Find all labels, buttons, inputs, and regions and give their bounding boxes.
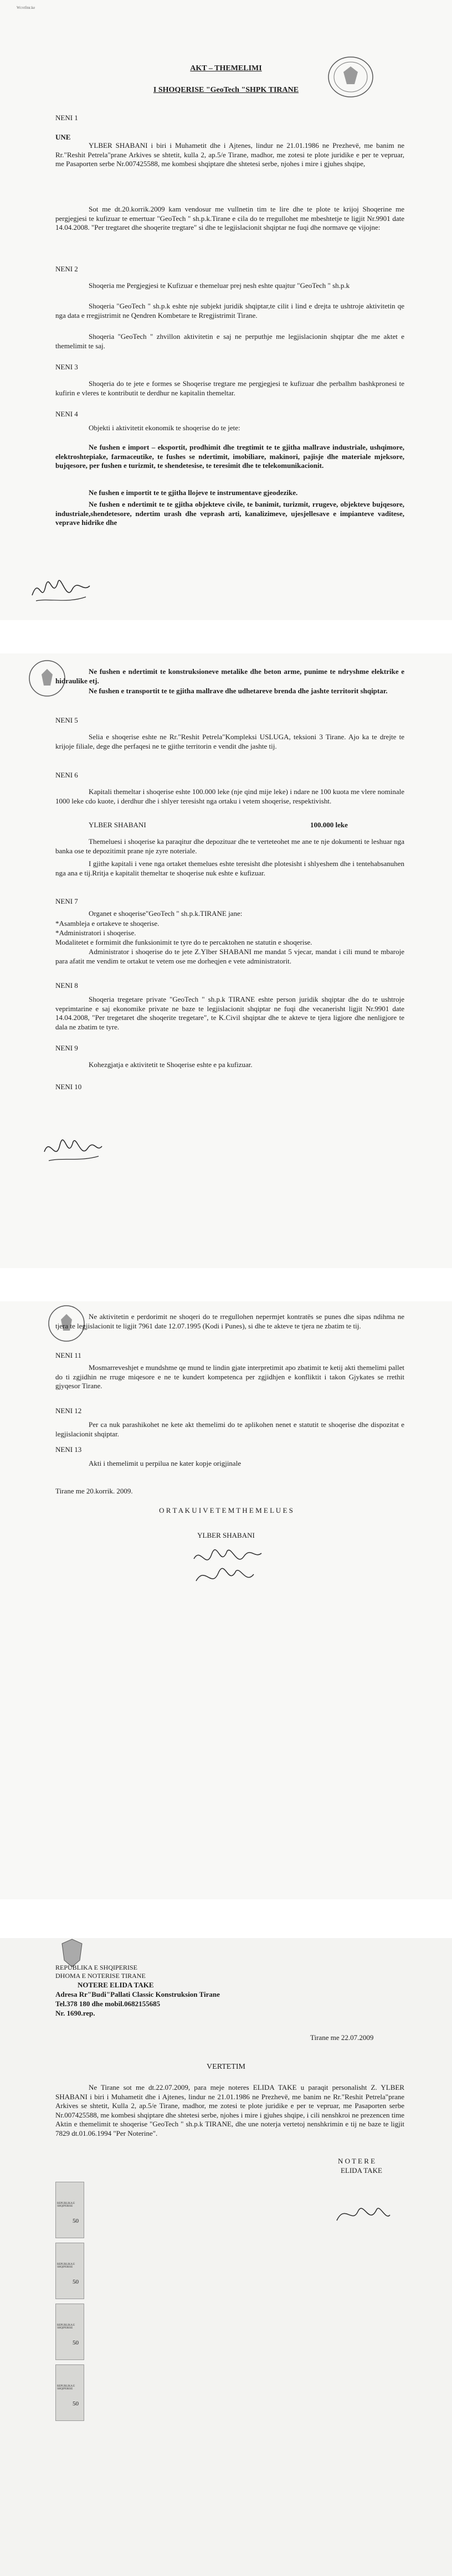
document-page-3 — [0, 1301, 452, 1899]
continued-bullet-1: Ne fushen e ndertimit te konstruksioneve metalike dhe beton arme, punime te ndryshme elektrike e hidraulike etj. — [55, 667, 404, 685]
neni-1-label: NENI 1 — [55, 114, 78, 122]
neni-11-label: NENI 11 — [55, 1351, 81, 1359]
stamp-value: 50 — [73, 2340, 79, 2346]
neni-7-intro: Organet e shoqerise"GeoTech " sh.p.k.TIRANE jane: — [89, 909, 243, 918]
owner-name: YLBER SHABANI — [89, 821, 146, 829]
revenue-stamp — [55, 2182, 84, 2238]
neni-7-label: NENI 7 — [55, 897, 78, 905]
place-date: Tirane me 20.korrik. 2009. — [55, 1487, 133, 1495]
neni-6-text: Kapitali themeltar i shoqerise eshte 100.000 leke (nje qind mije leke) i ndare ne 100 kuota me vlere nominale 1000 leke cdo kuote, i derdhur dhe i shlyer teresisht nga ortaku i vetem shoqerise, respektivisht. — [55, 787, 404, 805]
neni-4-intro: Objekti i aktivitetit ekonomik te shoqerise do te jete: — [89, 424, 240, 432]
notary-name-header: NOTERE ELIDA TAKE — [78, 1981, 154, 1989]
continued-bullet-2: Ne fushen e transportit te te gjitha mallrave dhe udhetareve brenda dhe jashte territorit shqiptar. — [89, 687, 388, 695]
owner-amount: 100.000 leke — [310, 821, 348, 829]
notary-label: N O T E R E — [338, 2157, 376, 2165]
sole-founder-name: YLBER SHABANI — [197, 1531, 255, 1539]
neni-7-item-1: *Asambleja e ortakeve te shoqerise. — [55, 919, 160, 928]
neni-6-p3: I gjithe kapitali i vene nga ortaket themelues eshte teresisht dhe plotesisht i shlyeshem dhe i tentehabsanuhen nga ana e tij.Rritja e kapitalit themeltar te shoqerise nuk eshte e kufizuar. — [55, 859, 404, 877]
signature-icon — [188, 1542, 266, 1592]
neni-12-label: NENI 12 — [55, 1407, 82, 1415]
neni-2-label: NENI 2 — [55, 265, 78, 273]
neni-4-bullet-3: Ne fushen e ndertimit te te gjitha objekteve civile, te banimit, turizmit, rrugeve, objekteve bujqesore, industriale,shendetesore, ndertim urash dhe veprash arti, kanalizimeve, ujesjellesave e impianteve vaditese, veprave hidrike dhe — [55, 500, 404, 527]
neni-4-bullet-1: Ne fushen e import – eksportit, prodhimit dhe tregtimit te te gjitha mallrave industriale, ushqimore, elektroshtepiake, farmaceutike, te fushes se ndertimit, imobiliare, makinori, pajisje dhe materiale mjeksore, bujqesore, per fushen e turizmit, te shendetesise, te teresimit dhe te telekomunikacionit. — [55, 443, 404, 470]
neni-8-label: NENI 8 — [55, 981, 78, 990]
stamp-label: REPUBLIKA E SHQIPERISE — [57, 2324, 75, 2330]
neni-7-item-2: *Administratori i shoqerise. — [55, 929, 136, 937]
neni-11-text: Mosmarreveshjet e mundshme qe mund te lindin gjate interpretimit apo zbatimit te ketij akti themelimi pallet do ti zgjidhin ne rruge miqesore e ne te kundert kompetenca per zgjidhjen e konfliktit i takon Gjykates se rrethit gjyqesor Tirane. — [55, 1363, 404, 1390]
neni-13-text: Akti i themelimit u perpilua ne kater kopje origjinale — [89, 1459, 242, 1467]
neni-9-label: NENI 9 — [55, 1044, 78, 1052]
une-label: UNE — [55, 133, 71, 141]
neni-8-text: Shoqeria tregetare private "GeoTech " sh.p.k TIRANE eshte person juridik shqiptar dhe do te ushtroje veprimtarine e saj ekonomike private ne baze te legjislacionit shqiptar ne fuqi dhe vecanerisht ligjit Nr.9901 date 14.04.2008, "Per tregetaret dhe shoqerite tregetare", te K.Civil shqiptar dhe te akteve te tjera ligjore dhe nenligjore te dala ne zbatim te tyre. — [55, 995, 404, 1031]
neni-3-label: NENI 3 — [55, 363, 78, 371]
neni-13-label: NENI 13 — [55, 1445, 82, 1454]
chamber-header: DHOMA E NOTERISE TIRANE — [55, 1972, 146, 1980]
document-page-2 — [0, 653, 452, 1268]
neni-5-label: NENI 5 — [55, 716, 78, 724]
revenue-stamp — [55, 2364, 84, 2421]
document-page-1 — [0, 0, 452, 620]
revenue-stamp — [55, 2243, 84, 2299]
intro-paragraph: Sot me dt.20.korrik.2009 kam vendosur me vullnetin tim te lire dhe te plote te krijoj Shoqerine me pergjegjesi te kufizuar te emertuar "GeoTech " sh.p.k.Tirane e cila do te rregullohet me mbeshtetje te ligjit Nr.9901 date 14.04.2008. "Per tregtaret dhe shoqerite tregtare" si dhe te legjislacionit shqiptar ne fuqi dhe normave qe vijojne: — [55, 205, 404, 231]
neni-7-p2: Modalitetet e formimit dhe funksionimit te tyre do te percaktohen ne statutin e shoqerise. — [55, 938, 312, 946]
document-page-4 — [0, 1938, 452, 2576]
neni-10-label: NENI 10 — [55, 1083, 82, 1091]
neni-4-label: NENI 4 — [55, 410, 78, 418]
neni-2-p1: Shoqeria me Pergjegjesi te Kufizuar e themeluar prej nesh eshte quajtur "GeoTech " sh.p.k — [89, 281, 350, 290]
certification-title: VERTETIM — [207, 2063, 245, 2071]
signature-icon — [332, 2198, 393, 2232]
revenue-stamp — [55, 2304, 84, 2360]
signature-icon — [28, 570, 94, 609]
neni-6-p2: Themeluesi i shoqerise ka paraqitur dhe depozituar dhe te verteteohet me ane te nje dokumenti te leshuar nga banka ose te depozitimit prane nje zyre noteriale. — [55, 837, 404, 855]
neni-9-text: Kohezgjatja e aktivitetit te Shoqerise eshte e pa kufizuar. — [89, 1060, 253, 1069]
neni-12-text: Per ca nuk parashikohet ne kete akt themelimi do te aplikohen nenet e statutit te shoqerise dhe dispozitat e legjislacionit shqiptar. — [55, 1420, 404, 1438]
stamp-label: REPUBLIKA E SHQIPERISE — [57, 2263, 75, 2269]
neni-5-text: Selia e shoqerise eshte ne Rr."Reshit Petrela"Kompleksi USLUGA, teksioni 3 Tirane. Ajo ka te drejte te krijoje filiale, dege dhe perfaqesi ne te gjithe territorin e vendit dhe jashte tij. — [55, 733, 404, 750]
neni-2-p2: Shoqeria "GeoTech " sh.p.k eshte nje subjekt juridik shqiptar,te cilit i lind e drejta te ushtroje aktivitetin qe nga data e rregjistrimit ne Qendren Kombetare te Rregjistrimit Tirane. — [55, 302, 404, 320]
neni-4-bullet-2: Ne fushen e importit te te gjitha llojeve te instrumentave gjeodezike. — [89, 488, 298, 497]
republic-header: REPUBLIKA E SHQIPERISE — [55, 1964, 138, 1971]
sole-founder-label: O R T A K U I V E T E M T H E M E L U E S — [159, 1506, 293, 1514]
stamp-value: 50 — [73, 2400, 79, 2407]
notary-phone: Tel.378 180 dhe mobil.0682155685 — [55, 2000, 161, 2008]
stamp-value: 50 — [73, 2218, 79, 2224]
deed-subtitle: I SHOQERISE "GeoTech "SHPK TIRANE — [153, 86, 299, 94]
certification-body: Ne Tirane sot me dt.22.07.2009, para meje noteres ELIDA TAKE u paraqit personalisht Z. YLBER SHABANI i biri i Muhametit dhe i Ajtenes, lindur ne 21.01.1986 ne Prezhevë, me banim ne Rr."Reshit Petrela"prane Arkives se shtetit, Kulla 2, ap.5/e Tirane, madhor, me zotesi te plote juridike e per te vepruar, me Pasaporten serbe Nr.007425588, me kombesi shqiptare dhe shtetesi serbe, njohes i mire i gjuhes shqipe, i cili nenshkroi ne prezencen time Aktin e themelimit te shoqerise "GeoTech " sh.p.k TIRANE, dhe une noterja vertetoj nenshkrimin e tij ne baze te ligjit 7829 dt.01.06.1994 "Per Noterine". — [55, 2083, 404, 2137]
neni-6-label: NENI 6 — [55, 771, 78, 779]
stamp-label: REPUBLIKA E SHQIPERISE — [57, 2202, 75, 2208]
signature-icon — [39, 1130, 105, 1168]
deed-title: AKT – THEMELIMI — [190, 64, 262, 73]
neni-2-p3: Shoqeria "GeoTech " zhvillon aktivitetin e saj ne perputhje me legjislacionin shqiptar dhe me aktet e themelimit te saj. — [55, 332, 404, 350]
repertory-number: Nr. 1690.rep. — [55, 2009, 95, 2017]
neni-7-p3: Administrator i shoqerise do te jete Z.Ylber SHABANI me mandat 5 vjecar, mandat i cili mund te mbaroje para afatit me vendim te ortakut te vetem ose me dorheqjen e vete administratorit. — [55, 947, 404, 965]
header-note: Wcvtfmr.ke — [17, 6, 35, 10]
notary-address: Adresa Rr"Budi"Pallati Classic Konstruksion Tirane — [55, 1990, 220, 1998]
stamp-value: 50 — [73, 2279, 79, 2285]
continued-paragraph: Ne aktivitetin e perdorimit ne shoqeri do te rregullohen nepermjet kontratës se punes dhe sipas ndihma ne tjera te legjislacionit te ligjit 7961 date 12.07.1995 (Kodi i Punes), si dhe te akteve te tjera ne zbatim te tij. — [55, 1312, 404, 1330]
notary-date: Tirane me 22.07.2009 — [310, 2033, 374, 2042]
stamp-label: REPUBLIKA E SHQIPERISE — [57, 2385, 75, 2390]
founder-paragraph: YLBER SHABANI i biri i Muhametit dhe i Ajtenes, lindur ne 21.01.1986 ne Prezhevë, me banim ne Rr."Reshit Petrela"prane Arkives se shtetit, kulla 2, ap.5/e Tirane, madhor, me zotesi te plote juridike e per te vepruar, me Pasaporten serbe Nr.007425588, me kombesi shqiptare dhe shtetesi serbe, njohes i mire i gjuhes shqipe, — [55, 141, 404, 168]
neni-3-text: Shoqeria do te jete e formes se Shoqerise tregtare me pergjegjesi te kufizuar dhe perbalhm bashkpronesi te kufirin e vleres te kontributit te derdhur ne kapitalin themeltar. — [55, 379, 404, 397]
notary-name: ELIDA TAKE — [341, 2166, 382, 2175]
